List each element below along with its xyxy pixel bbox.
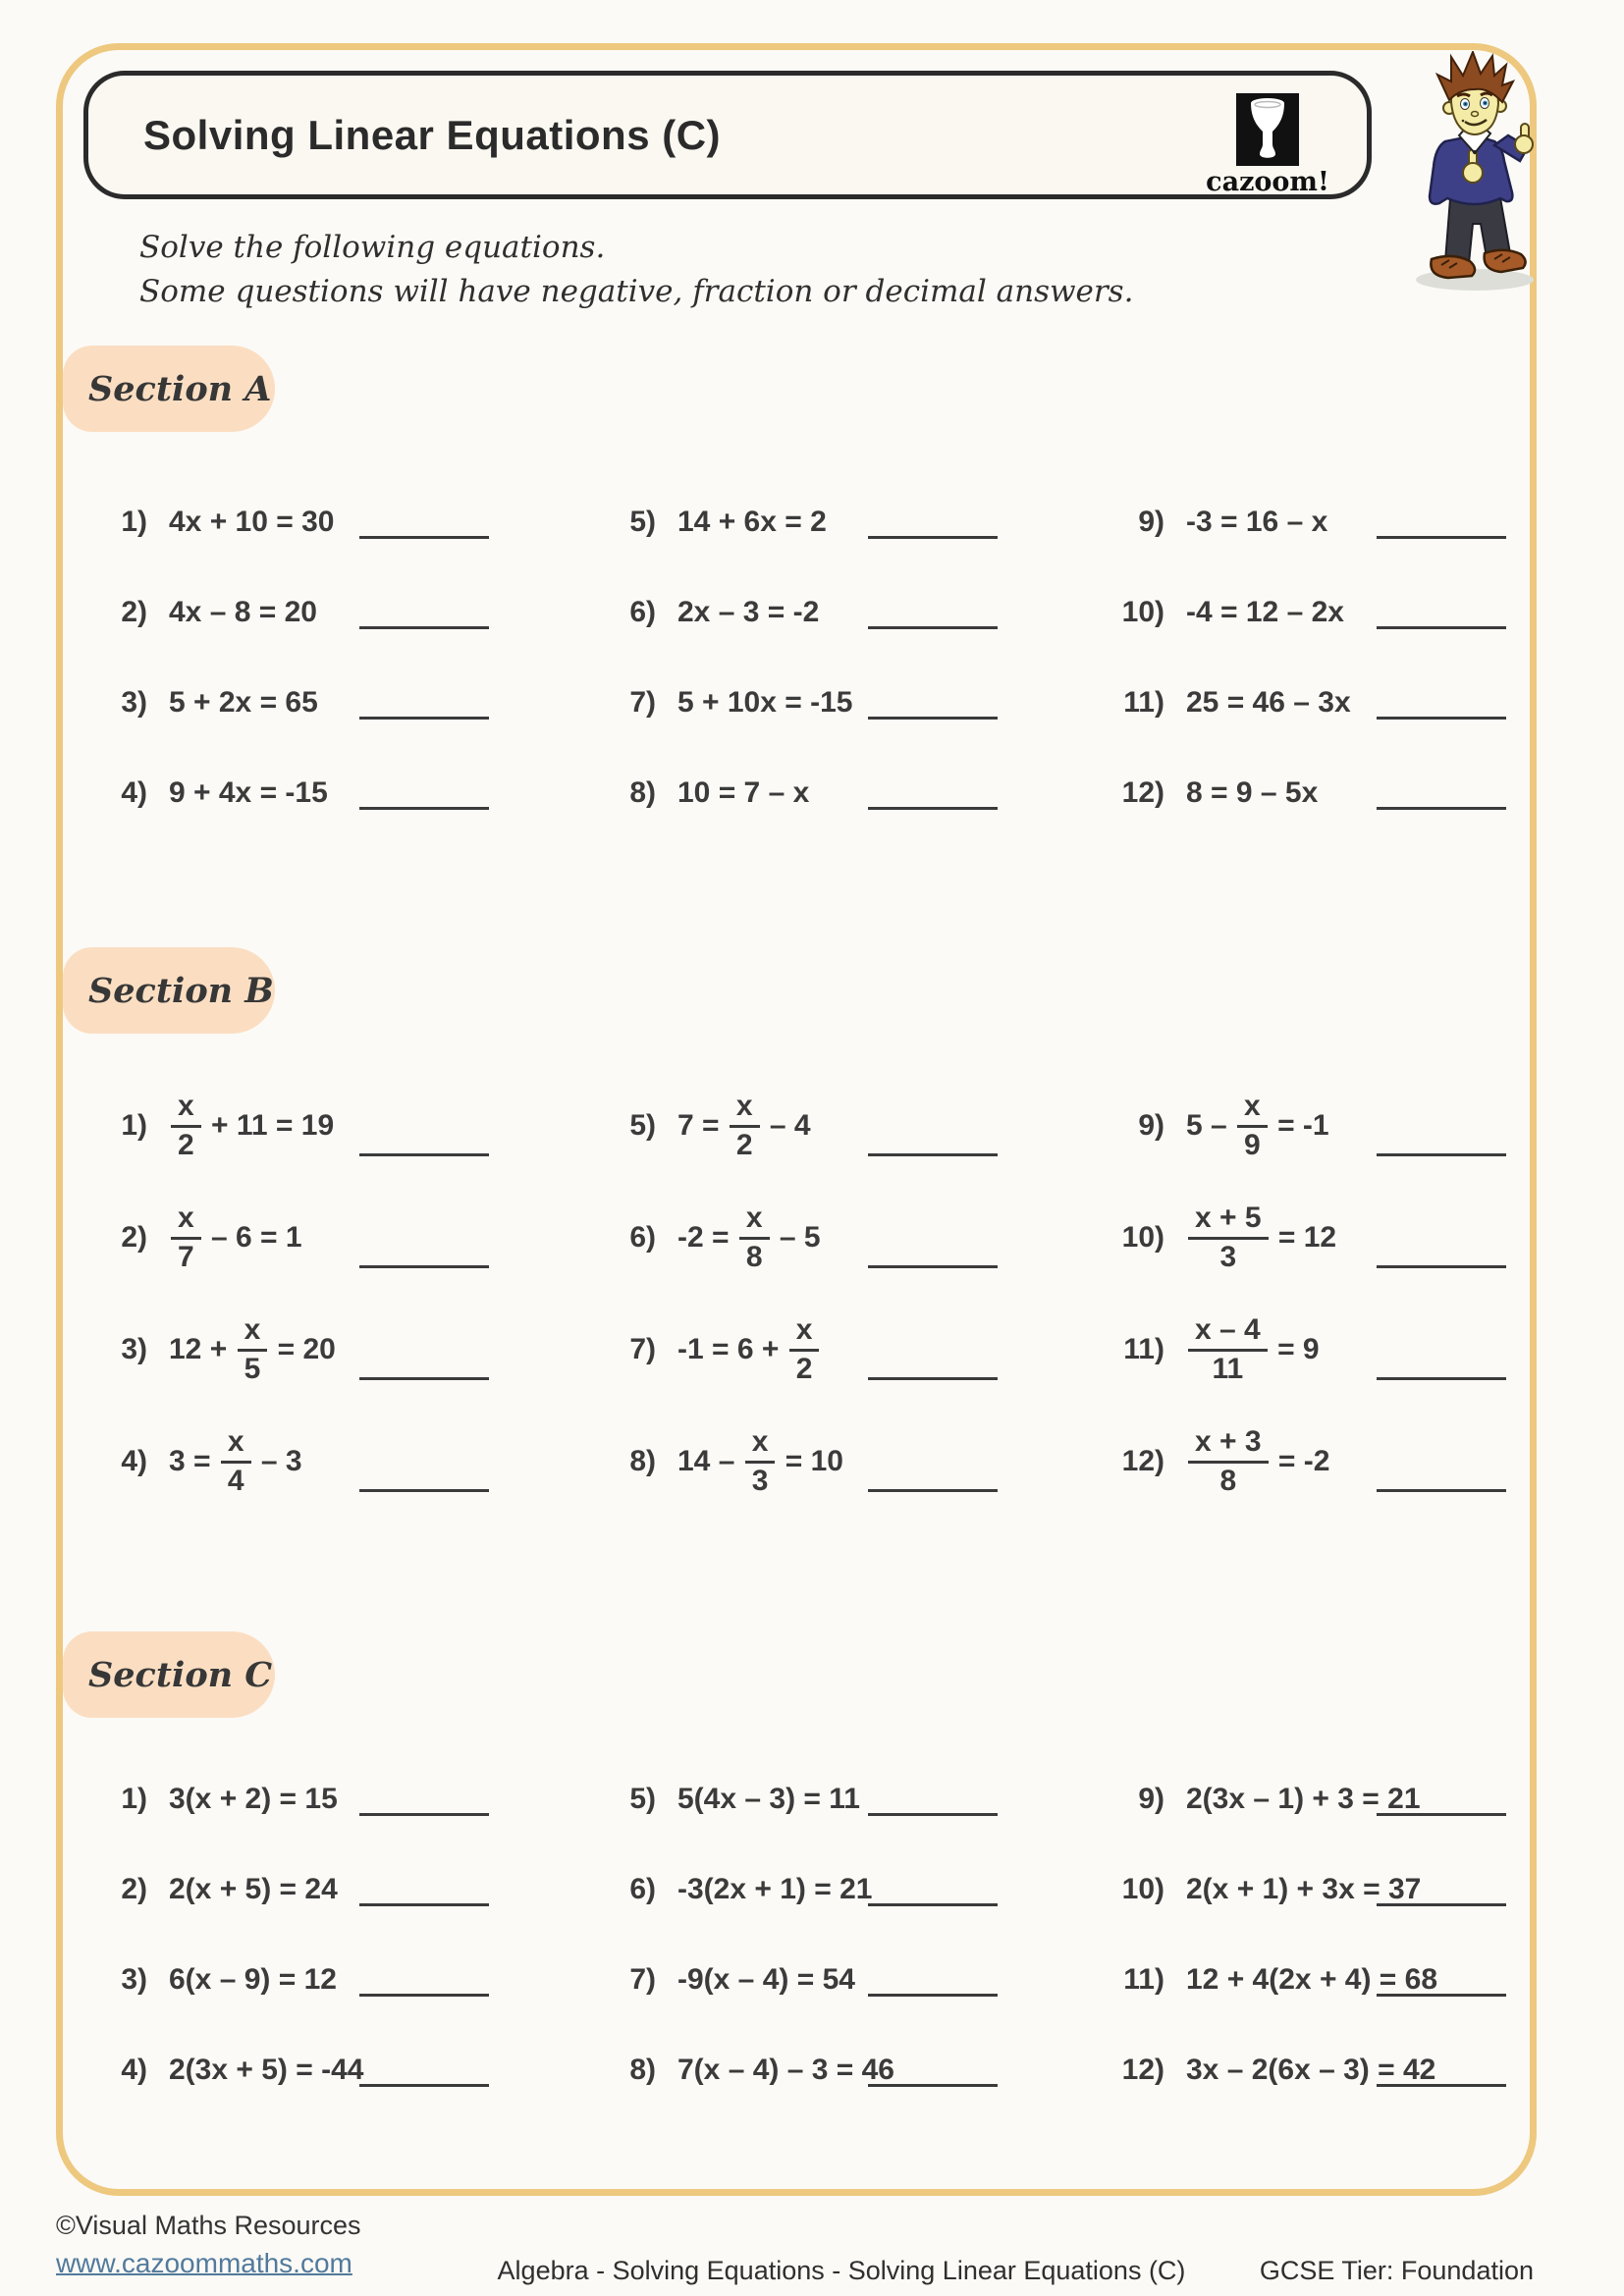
section (0, 1631, 1624, 2115)
fraction (1188, 1203, 1269, 1272)
fraction (745, 1424, 776, 1497)
question-number: 2) (121, 1221, 147, 1254)
answer-line (359, 807, 489, 810)
fraction-denominator: 4 (227, 1464, 244, 1497)
equation-text: – 3 (252, 1445, 302, 1477)
logo-wordmark: cazoom! (1206, 167, 1329, 197)
question-row (96, 567, 489, 658)
question-number: 6) (629, 1221, 656, 1254)
fraction (171, 1203, 201, 1272)
answer-line (868, 536, 998, 539)
question-number: 11) (1123, 1963, 1164, 1996)
equation-text: -9(x – 4) = 54 (677, 1963, 855, 1996)
equation-text: -3 = 16 – x (1186, 506, 1328, 538)
question-row (96, 1070, 489, 1182)
question-number: 8) (629, 776, 656, 809)
equation-text: 3x – 2(6x – 3) = 42 (1186, 2054, 1436, 2086)
question-number: 1) (121, 506, 147, 538)
instructions-line1: Solve the following equations. (139, 230, 606, 265)
equation (169, 1424, 302, 1497)
cazoom-logo (1206, 93, 1329, 197)
question-row (96, 2025, 489, 2115)
question-number: 6) (629, 596, 656, 628)
question-number: 7) (629, 686, 656, 719)
instructions-line2: Some questions will have negative, fraction or decimal answers. (139, 274, 1134, 309)
section-label: Section B (88, 970, 274, 1011)
equation-text: 5 – (1186, 1109, 1236, 1142)
equation (169, 2054, 363, 2087)
equation-text: 2(x + 5) = 24 (169, 1873, 338, 1905)
question-number: 4) (121, 1445, 147, 1477)
answer-line (359, 2084, 489, 2087)
equation-text: 12 + 4(2x + 4) = 68 (1186, 1963, 1438, 1996)
equation (1186, 596, 1344, 629)
equation-text: -4 = 12 – 2x (1186, 596, 1344, 628)
equation-text: 3 = (169, 1445, 219, 1477)
answer-line (359, 1994, 489, 1997)
fraction-numerator: x (789, 1315, 820, 1352)
equation (1186, 1089, 1329, 1161)
answer-line (868, 626, 998, 629)
equation (169, 686, 318, 720)
equation-text: – 6 = 1 (202, 1221, 302, 1254)
question-number: 3) (121, 686, 147, 719)
question-number: 5) (629, 1783, 656, 1815)
equation (677, 1089, 811, 1161)
title-bar (83, 71, 1372, 199)
answer-line (1377, 1813, 1506, 1816)
section-label-box (63, 346, 275, 432)
equation-text: 3(x + 2) = 15 (169, 1783, 338, 1815)
equation (1186, 1873, 1421, 1906)
fraction-denominator: 3 (1219, 1240, 1237, 1273)
answer-line (1377, 536, 1506, 539)
fraction (789, 1312, 820, 1385)
answer-line (1377, 1265, 1506, 1268)
question-number: 1) (121, 1109, 147, 1142)
footer (56, 2211, 1568, 2289)
fraction (1237, 1089, 1268, 1161)
fraction (1188, 1312, 1268, 1385)
question-row (605, 1406, 998, 1518)
equation (677, 776, 809, 810)
question-number: 5) (629, 1109, 656, 1142)
question-number: 2) (121, 1873, 147, 1905)
equation-text: 10 = 7 – x (677, 776, 810, 809)
question-number: 12) (1121, 1445, 1164, 1477)
answer-line (868, 1813, 998, 1816)
question-number: 10) (1121, 596, 1164, 628)
question-row (1113, 1844, 1506, 1935)
answer-line (359, 1813, 489, 1816)
fraction-numerator: x (1237, 1092, 1268, 1128)
question-number: 5) (629, 506, 656, 538)
question-number: 6) (629, 1873, 656, 1905)
equation (169, 1963, 337, 1997)
equation (169, 776, 328, 810)
question-number: 8) (629, 1445, 656, 1477)
equation-text: 2(3x + 5) = -44 (169, 2054, 364, 2086)
equation-text: = 9 (1269, 1333, 1320, 1365)
fraction-numerator: x + 5 (1188, 1203, 1269, 1240)
fraction-numerator: x (171, 1092, 201, 1128)
question-number: 9) (1138, 1109, 1164, 1142)
equation (677, 1873, 872, 1906)
question-row (96, 1935, 489, 2025)
fraction-denominator: 2 (735, 1128, 753, 1161)
question-number: 9) (1138, 1783, 1164, 1815)
equation (677, 686, 852, 720)
question-row (1113, 567, 1506, 658)
equation (677, 506, 827, 539)
equation (169, 1783, 338, 1816)
breadcrumb: Algebra - Solving Equations - Solving Linear Equations (C) (497, 2256, 1186, 2285)
answer-line (359, 1265, 489, 1268)
section-label: Section A (88, 368, 272, 409)
question-row (1113, 748, 1506, 838)
fraction-denominator: 3 (751, 1464, 769, 1497)
fraction-denominator: 8 (745, 1240, 763, 1273)
question-row (96, 658, 489, 748)
equation (1186, 1424, 1330, 1497)
equation (1186, 776, 1318, 810)
answer-line (1377, 1903, 1506, 1906)
fraction (739, 1203, 770, 1272)
question-row (1113, 1754, 1506, 1844)
equation (677, 1312, 821, 1385)
answer-line (868, 1265, 998, 1268)
fraction-denominator: 2 (178, 1128, 194, 1161)
equation-text: = -1 (1269, 1109, 1329, 1142)
question-row (605, 1294, 998, 1406)
fraction-numerator: x (730, 1092, 760, 1128)
equation-text: 7 = (677, 1109, 728, 1142)
question-number: 11) (1123, 686, 1164, 719)
equation-text: 2x – 3 = -2 (677, 596, 820, 628)
section-label-box (63, 1631, 275, 1718)
fraction (171, 1089, 201, 1161)
fraction-numerator: x (739, 1203, 770, 1240)
question-row (1113, 658, 1506, 748)
section (0, 947, 1624, 1518)
equation (677, 1424, 843, 1497)
fraction-numerator: x (171, 1203, 201, 1240)
question-number: 12) (1121, 776, 1164, 809)
equation-text: 9 + 4x = -15 (169, 776, 328, 809)
equation-text: 2(x + 1) + 3x = 37 (1186, 1873, 1422, 1905)
tier-label: GCSE Tier: Foundation (1259, 2256, 1534, 2285)
question-number: 4) (121, 776, 147, 809)
fraction (221, 1424, 251, 1497)
answer-line (868, 1377, 998, 1380)
question-number: 8) (629, 2054, 656, 2086)
answer-line (868, 1489, 998, 1492)
website-link[interactable]: www.cazoommaths.com (56, 2248, 352, 2278)
equation-text: 4x – 8 = 20 (169, 596, 317, 628)
equation-text: 5 + 2x = 65 (169, 686, 318, 719)
page-title: Solving Linear Equations (C) (143, 111, 722, 158)
question-row (605, 658, 998, 748)
question-row (96, 1754, 489, 1844)
question-row (1113, 1182, 1506, 1294)
equation (1186, 2054, 1435, 2087)
instructions (139, 226, 1133, 314)
question-number: 7) (629, 1963, 656, 1996)
question-row (1113, 2025, 1506, 2115)
section-grid (0, 477, 1624, 838)
equation-text: = 20 (269, 1333, 336, 1365)
fraction-denominator: 8 (1219, 1464, 1237, 1497)
equation (677, 1783, 860, 1816)
section (0, 346, 1624, 838)
question-row (605, 1182, 998, 1294)
question-number: 4) (121, 2054, 147, 2086)
fraction-numerator: x (745, 1427, 776, 1464)
fraction (730, 1089, 760, 1161)
equation (1186, 506, 1327, 539)
equation (169, 1312, 336, 1385)
question-number: 7) (629, 1333, 656, 1365)
answer-line (868, 717, 998, 720)
answer-line (359, 1903, 489, 1906)
equation-text: = 12 (1270, 1221, 1337, 1254)
section-grid (0, 1070, 1624, 1518)
section-grid (0, 1754, 1624, 2115)
equation-text: -1 = 6 + (677, 1333, 787, 1365)
equation (1186, 1963, 1437, 1997)
equation (1186, 1203, 1336, 1272)
question-number: 10) (1121, 1873, 1164, 1905)
fraction-denominator: 9 (1244, 1128, 1261, 1161)
equation-text: 8 = 9 – 5x (1186, 776, 1319, 809)
question-row (605, 567, 998, 658)
fraction (1188, 1424, 1269, 1497)
question-row (96, 1182, 489, 1294)
question-row (96, 1844, 489, 1935)
question-row (1113, 1935, 1506, 2025)
question-number: 2) (121, 596, 147, 628)
answer-line (1377, 626, 1506, 629)
question-row (96, 748, 489, 838)
equation-text: -2 = (677, 1221, 737, 1254)
equation (169, 596, 317, 629)
question-row (605, 1070, 998, 1182)
equation (169, 1203, 302, 1272)
equation-text: – 5 (771, 1221, 821, 1254)
question-number: 9) (1138, 506, 1164, 538)
question-number: 12) (1121, 2054, 1164, 2086)
equation-text: 5(4x – 3) = 11 (677, 1783, 860, 1815)
answer-line (359, 1153, 489, 1156)
equation (169, 506, 335, 539)
equation (169, 1873, 338, 1906)
fraction-denominator: 7 (178, 1240, 194, 1273)
fraction-numerator: x (238, 1315, 268, 1352)
question-row (605, 477, 998, 567)
fraction-denominator: 11 (1212, 1352, 1244, 1385)
fraction-numerator: x (221, 1427, 251, 1464)
answer-line (868, 1153, 998, 1156)
question-number: 11) (1123, 1333, 1164, 1365)
thumb-up-hand-right (1515, 124, 1533, 153)
question-row (605, 1844, 998, 1935)
fraction-numerator: x + 3 (1188, 1427, 1269, 1464)
equation-text: – 4 (761, 1109, 811, 1142)
question-number: 3) (121, 1333, 147, 1365)
question-row (96, 477, 489, 567)
drum-icon (1236, 93, 1299, 166)
equation-text: 12 + (169, 1333, 236, 1365)
section-label-box (63, 947, 275, 1034)
question-row (605, 1754, 998, 1844)
equation (169, 1089, 335, 1161)
equation-text: 7(x – 4) – 3 = 46 (677, 2054, 894, 2086)
question-row (1113, 1070, 1506, 1182)
question-row (1113, 1294, 1506, 1406)
equation-text: 6(x – 9) = 12 (169, 1963, 337, 1996)
fraction-denominator: 2 (795, 1352, 813, 1385)
answer-line (868, 807, 998, 810)
answer-line (1377, 1377, 1506, 1380)
equation (677, 2054, 894, 2087)
answer-line (1377, 1489, 1506, 1492)
equation-text: = -2 (1270, 1445, 1330, 1477)
equation (1186, 686, 1351, 720)
fraction-numerator: x – 4 (1188, 1315, 1268, 1352)
question-row (96, 1406, 489, 1518)
equation-text: 2(3x – 1) + 3 = 21 (1186, 1783, 1421, 1815)
question-row (1113, 477, 1506, 567)
copyright-text: ©Visual Maths Resources (56, 2211, 361, 2240)
answer-line (359, 1377, 489, 1380)
question-row (605, 748, 998, 838)
answer-line (359, 626, 489, 629)
question-row (96, 1294, 489, 1406)
question-row (1113, 1406, 1506, 1518)
equation-text: 14 – (677, 1445, 743, 1477)
section-label: Section C (88, 1654, 273, 1695)
answer-line (1377, 2084, 1506, 2087)
answer-line (359, 1489, 489, 1492)
answer-line (868, 2084, 998, 2087)
equation-text: 4x + 10 = 30 (169, 506, 335, 538)
equation (677, 1203, 821, 1272)
equation (677, 1963, 855, 1997)
equation-text: 25 = 46 – 3x (1186, 686, 1351, 719)
equation-text: 5 + 10x = -15 (677, 686, 853, 719)
equation (677, 596, 819, 629)
question-number: 3) (121, 1963, 147, 1996)
question-number: 10) (1121, 1221, 1164, 1254)
equation-text: = 10 (777, 1445, 843, 1477)
equation-text: 14 + 6x = 2 (677, 506, 827, 538)
mascot-character (1402, 51, 1551, 298)
question-number: 1) (121, 1783, 147, 1815)
question-row (605, 1935, 998, 2025)
question-row (605, 2025, 998, 2115)
answer-line (1377, 807, 1506, 810)
equation (1186, 1783, 1421, 1816)
answer-line (868, 1903, 998, 1906)
fraction-denominator: 5 (244, 1352, 261, 1385)
answer-line (1377, 717, 1506, 720)
equation (1186, 1312, 1320, 1385)
answer-line (359, 717, 489, 720)
answer-line (1377, 1153, 1506, 1156)
equation-text: -3(2x + 1) = 21 (677, 1873, 873, 1905)
equation-text: + 11 = 19 (202, 1109, 335, 1142)
fraction (238, 1312, 268, 1385)
answer-line (1377, 1994, 1506, 1997)
answer-line (359, 536, 489, 539)
answer-line (868, 1994, 998, 1997)
